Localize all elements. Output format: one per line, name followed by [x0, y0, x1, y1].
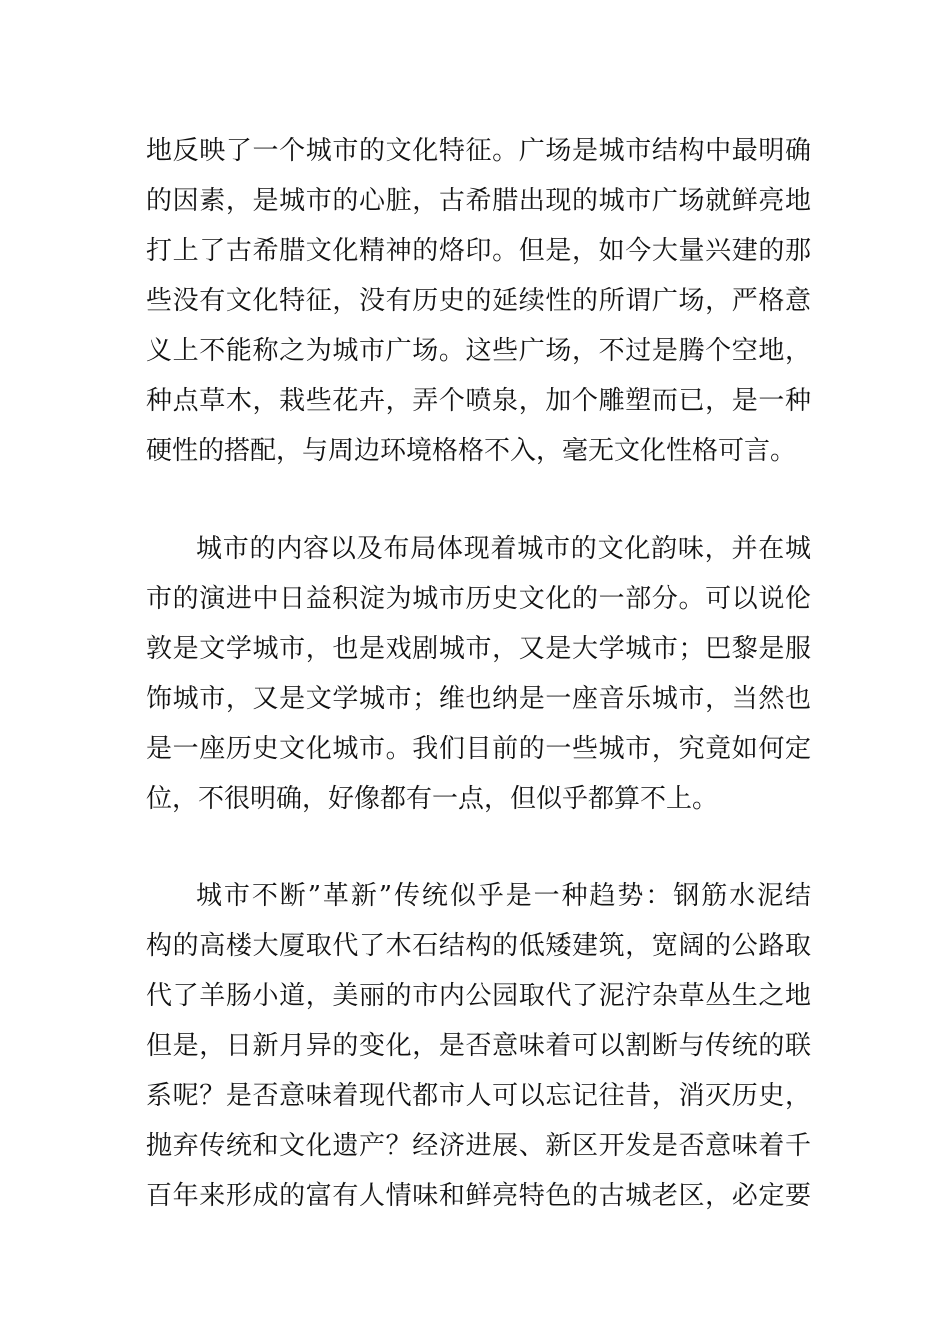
paragraph-3-line-7: 百年来形成的富有人情味和鲜亮特色的古城老区，必定要 [146, 1181, 811, 1211]
paragraph-2-line-1: 城市的内容以及布局体现着城市的文化韵味，并在城 [196, 534, 811, 564]
paragraph-3-line-5: 系呢？是否意味着现代都市人可以忘记往昔，消灭历史， [146, 1081, 811, 1111]
paragraph-1-line-1: 地反映了一个城市的文化特征。广场是城市结构中最明确 [146, 136, 811, 166]
paragraph-2-line-5: 是一座历史文化城市。我们目前的一些城市，究竟如何定 [146, 734, 811, 764]
paragraph-2-line-6: 位，不很明确，好像都有一点，但似乎都算不上。 [146, 784, 719, 814]
paragraph-3-line-6: 抛弃传统和文化遗产？经济进展、新区开发是否意味着千 [146, 1131, 811, 1161]
paragraph-1-line-6: 种点草木，栽些花卉，弄个喷泉，加个雕塑而已，是一种 [146, 386, 811, 416]
paragraph-3-line-2: 构的高楼大厦取代了木石结构的低矮建筑，宽阔的公路取 [146, 931, 811, 961]
paragraph-3-line-4: 但是，日新月异的变化，是否意味着可以割断与传统的联 [146, 1031, 811, 1061]
paragraph-1-line-2: 的因素，是城市的心脏，古希腊出现的城市广场就鲜亮地 [146, 186, 811, 216]
paragraph-2-line-4: 饰城市，又是文学城市；维也纳是一座音乐城市，当然也 [146, 684, 811, 714]
paragraph-2-line-2: 市的演进中日益积淀为城市历史文化的一部分。可以说伦 [146, 584, 811, 614]
paragraph-1-line-5: 义上不能称之为城市广场。这些广场，不过是腾个空地， [146, 336, 811, 366]
paragraph-3-line-3: 代了羊肠小道，美丽的市内公园取代了泥泞杂草丛生之地 [146, 981, 811, 1011]
paragraph-3-line-1: 城市不断”革新”传统似乎是一种趋势：钢筋水泥结 [196, 881, 811, 911]
paragraph-1-line-7: 硬性的搭配，与周边环境格格不入，毫无文化性格可言。 [146, 436, 797, 466]
paragraph-1-line-4: 些没有文化特征，没有历史的延续性的所谓广场，严格意 [146, 286, 811, 316]
paragraph-2-line-3: 敦是文学城市，也是戏剧城市，又是大学城市；巴黎是服 [146, 634, 811, 664]
paragraph-1-line-3: 打上了古希腊文化精神的烙印。但是，如今大量兴建的那 [146, 236, 811, 266]
